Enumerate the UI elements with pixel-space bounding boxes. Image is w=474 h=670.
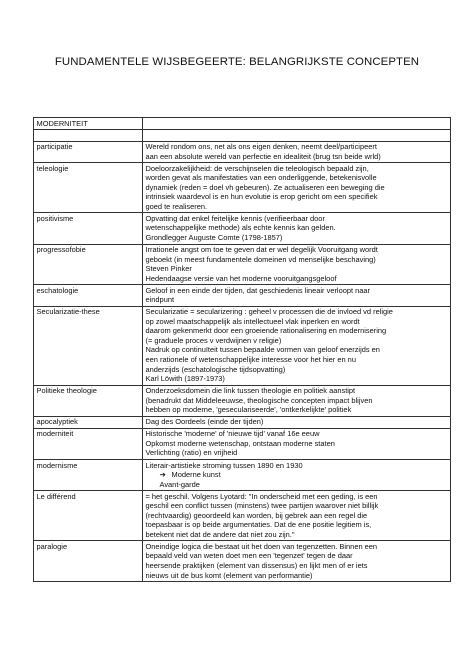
concept-definition <box>143 385 451 416</box>
definition-line: aan een absolute wereld van perfectie en idealiteit (brug tsn beide wrld) <box>145 151 381 161</box>
concept-row <box>34 244 451 285</box>
definition-line: toepasbaar is op beide argumentaties. Dat de ene positie legitiem is, <box>145 520 372 530</box>
concepts-table <box>33 117 451 582</box>
definition-line: Opkomst moderne wetenschap, ontstaan moderne staten <box>145 438 335 448</box>
definition-line: Onderzoeksdomein die link tussen theologie en politiek aanstipt <box>145 386 356 396</box>
definition-line: heersende praktijken (element van dissensus) en lijkt men of er iets <box>145 560 368 570</box>
definition-line: geboekt (in meest fundamentele domeinen vd menselijke beschaving) <box>145 254 376 264</box>
concept-row <box>34 163 451 213</box>
concept-definition <box>143 541 451 582</box>
concept-term: eschatologie <box>34 285 143 307</box>
definition-line: een rationele of wetenschappelijke interesse voor het hier en nu <box>145 355 356 365</box>
definition-line: Irrationele angst om toe te geven dat er wel degelijk Vooruitgang wordt <box>145 245 378 255</box>
concept-row <box>34 285 451 307</box>
definition-line: Secularizatie = secularizering : geheel v processen die de invloed vd religie <box>145 307 393 317</box>
concept-row <box>34 306 451 385</box>
definition-line: bepaald veld van weten doet men een 'tegenzet' tegen de daar <box>145 551 353 561</box>
concept-definition <box>143 460 451 491</box>
section-header: MODERNITEIT <box>34 118 143 130</box>
concept-row <box>34 491 451 541</box>
definition-line: geschil een conflict tussen (minstens) twee partijen waarover niet billijk <box>145 501 379 511</box>
concept-definition <box>143 244 451 285</box>
concept-definition <box>143 306 451 385</box>
concept-term: teleologie <box>34 163 143 213</box>
arrow-line-text: Moderne kunst <box>171 470 221 480</box>
concept-term: Politieke theologie <box>34 385 143 416</box>
concept-row <box>34 141 451 163</box>
concept-definition <box>143 491 451 541</box>
concept-row <box>34 416 451 428</box>
concept-definition <box>143 163 451 213</box>
definition-line: = het geschil. Volgens Lyotard: "In onderscheid met een geding, is een <box>145 491 378 501</box>
definition-line: anderzijds (eschatologische tijdsopvatting) <box>145 364 286 374</box>
definition-line: intrinsiek waardevol is en hun evolutie is erop gericht om een specifiek <box>145 192 378 202</box>
definition-line: Geloof in een einde der tijden, dat geschiedenis lineair verloopt naar <box>145 285 371 295</box>
spacer-row <box>34 130 451 142</box>
concept-definition <box>143 141 451 163</box>
definition-line: goed te realiseren. <box>145 201 208 211</box>
definition-line: worden gevat als manifestaties van een onderliggende, betekenisvolle <box>145 173 377 183</box>
definition-line: wetenschappelijke methode) als echte kennis kan gelden. <box>145 223 336 233</box>
concept-term: apocalyptiek <box>34 416 143 428</box>
definition-line: eindpunt <box>145 295 175 305</box>
concept-row <box>34 428 451 459</box>
concept-row <box>34 541 451 582</box>
concept-row <box>34 385 451 416</box>
definition-line: Literair-artistieke stroming tussen 1890 en 1930 <box>145 460 303 470</box>
concept-term: participatie <box>34 141 143 163</box>
definition-line: Hedendaagse versie van het moderne vooruitgangsgeloof <box>145 273 337 283</box>
definition-line: daarom gekenmerkt door een groeiende rationalisering en modernisering <box>145 326 387 336</box>
concept-term: Secularizatie-these <box>34 306 143 385</box>
definition-line: Nadruk op continuïteit tussen bepaalde vormen van geloof enerzijds en <box>145 345 380 355</box>
definition-line: dynamiek (reden = doel vh gebeuren). Ze actualiseren een beweging die <box>145 182 385 192</box>
definition-line: Opvatting dat enkel feitelijke kennis (verifieerbaar door <box>145 213 325 223</box>
definition-line: Historische 'moderne' of 'nieuwe tijd' vanaf 16e eeuw <box>145 429 320 439</box>
definition-line: Karl Löwith (1897-1973) <box>145 374 225 384</box>
definition-line: Doeloorzakelijkheid: de verschijnselen die teleologisch bepaald zijn, <box>145 163 369 173</box>
concept-term: progressofobie <box>34 244 143 285</box>
concept-definition <box>143 213 451 244</box>
concept-definition <box>143 428 451 459</box>
definition-line: (= graduele proces v verdwijnen v religie) <box>145 335 282 345</box>
arrow-right-icon: ➔ <box>159 470 166 480</box>
definition-line: betekent niet dat de andere dat niet zou zijn." <box>145 529 295 539</box>
section-header-blank <box>143 118 451 130</box>
definition-line: nieuws uit de bus komt (element van performantie) <box>145 570 313 580</box>
concept-row <box>34 460 451 491</box>
definition-line: Verlichting (ratio) en vrijheid <box>145 448 238 458</box>
definition-line: Oneindige logica die bestaat uit het doen van tegenzetten. Binnen een <box>145 541 378 551</box>
concept-term: positivisme <box>34 213 143 244</box>
concepts-table-body <box>34 118 451 582</box>
definition-line: (benadrukt dat Middeleeuwse, theologische concepten impact blijven <box>145 395 373 405</box>
definition-line: Grondlegger Auguste Comte (1798-1857) <box>145 232 283 242</box>
definition-line: hebben op moderne, 'geseculariseerde', 'ontkerkelijkte' politiek <box>145 405 352 415</box>
definition-line: Avant-garde <box>159 479 200 489</box>
concept-definition <box>143 285 451 307</box>
document-title: FUNDAMENTELE WIJSBEGEERTE: BELANGRIJKSTE CONCEPTEN <box>54 56 420 68</box>
definition-line: Dag des Oordeels (einde der tijden) <box>145 417 264 427</box>
definition-arrow-line <box>146 470 448 480</box>
concept-term: paralogie <box>34 541 143 582</box>
concept-term: moderniteit <box>34 428 143 459</box>
concept-definition <box>143 416 451 428</box>
concept-term: Le différend <box>34 491 143 541</box>
definition-line: (rechtvaardig) geoordeeld kan worden, bij gebrek aan een regel die <box>145 510 368 520</box>
concept-row <box>34 213 451 244</box>
definition-line: op zowel maatschappelijk als intellectueel vlak inperken en wordt <box>145 316 360 326</box>
concept-term: modernisme <box>34 460 143 491</box>
section-header-row <box>34 118 451 130</box>
definition-line: Steven Pinker <box>145 264 192 274</box>
definition-line: Wereld rondom ons, net als ons eigen denken, neemt deel/participeert <box>145 142 377 152</box>
